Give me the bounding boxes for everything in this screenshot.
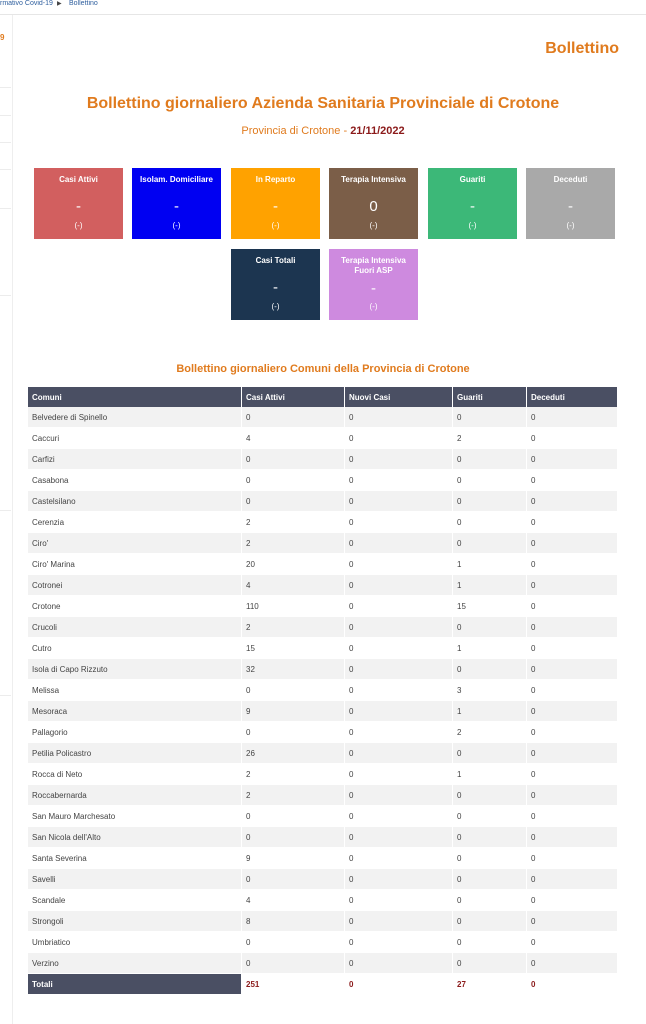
table-row [28,449,618,470]
table-row [28,827,618,848]
totals-guariti: 27 [453,974,527,995]
table-row [28,617,618,638]
table-row [28,869,618,890]
cell-deceduti: 0 [527,596,618,617]
card-value: - [371,280,376,297]
card-value: - [470,198,475,215]
cell-casi-attivi: 4 [242,428,345,449]
table-row [28,428,618,449]
card-title: Guariti [459,175,486,184]
sidebar-divider [0,142,11,143]
cell-comune: Belvedere di Spinello [28,407,242,428]
card-title: Terapia Intensiva [341,175,406,184]
sidebar-edge [0,15,13,1024]
cell-nuovi-casi: 0 [345,680,453,701]
cell-guariti: 0 [453,890,527,911]
cell-deceduti: 0 [527,470,618,491]
card-title: Casi Attivi [59,175,98,184]
header-deceduti: Deceduti [527,387,618,407]
cell-deceduti: 0 [527,659,618,680]
cell-guariti: 1 [453,764,527,785]
cell-guariti: 0 [453,827,527,848]
cell-deceduti: 0 [527,743,618,764]
card-title: Casi Totali [255,256,296,265]
card-deceduti [526,168,615,239]
cell-guariti: 0 [453,659,527,680]
cell-comune: Crotone [28,596,242,617]
card-delta: (-) [271,302,280,311]
cell-nuovi-casi: 0 [345,512,453,533]
cell-casi-attivi: 0 [242,470,345,491]
cell-deceduti: 0 [527,449,618,470]
cell-casi-attivi: 0 [242,407,345,428]
cell-comune: Petilia Policastro [28,743,242,764]
cell-guariti: 0 [453,470,527,491]
cell-deceduti: 0 [527,575,618,596]
card-title: Terapia Intensiva Fuori ASP [341,256,406,275]
cell-nuovi-casi: 0 [345,827,453,848]
cell-casi-attivi: 0 [242,680,345,701]
cell-casi-attivi: 0 [242,722,345,743]
card-title: In Reparto [255,175,296,184]
cell-guariti: 0 [453,449,527,470]
cell-comune: San Mauro Marchesato [28,806,242,827]
cell-nuovi-casi: 0 [345,848,453,869]
cell-nuovi-casi: 0 [345,806,453,827]
breadcrumb-separator-icon: ▶ [57,1,62,7]
cell-deceduti: 0 [527,890,618,911]
totals-nuovi-casi: 0 [345,974,453,995]
table-row [28,848,618,869]
cell-deceduti: 0 [527,953,618,974]
cell-deceduti: 0 [527,932,618,953]
header-casi-attivi: Casi Attivi [242,387,345,407]
cell-nuovi-casi: 0 [345,743,453,764]
card-delta: (-) [566,221,575,230]
cell-guariti: 0 [453,911,527,932]
cell-guariti: 0 [453,533,527,554]
cell-deceduti: 0 [527,407,618,428]
report-subtitle [0,125,646,137]
cell-guariti: 0 [453,932,527,953]
cell-comune: Cerenzia [28,512,242,533]
cell-guariti: 0 [453,848,527,869]
cell-comune: Ciro' Marina [28,554,242,575]
cell-guariti: 0 [453,491,527,512]
cell-comune: Strongoli [28,911,242,932]
card-delta: (-) [74,221,83,230]
sidebar-fragment: 9 [0,33,5,42]
card-value: 0 [369,198,378,215]
totals-label: Totali [28,974,242,995]
card-terapia-intensiva [329,168,418,239]
cell-casi-attivi: 0 [242,827,345,848]
sidebar-divider [0,115,11,116]
cell-nuovi-casi: 0 [345,869,453,890]
cell-comune: Cutro [28,638,242,659]
card-value: - [273,198,278,215]
cell-nuovi-casi: 0 [345,890,453,911]
cell-deceduti: 0 [527,827,618,848]
cell-guariti: 1 [453,575,527,596]
table-row [28,512,618,533]
cell-guariti: 0 [453,869,527,890]
totals-deceduti: 0 [527,974,618,995]
cell-nuovi-casi: 0 [345,449,453,470]
table-row [28,953,618,974]
card-delta: (-) [369,302,378,311]
cell-deceduti: 0 [527,533,618,554]
page-title: Bollettino giornaliero Azienda Sanitaria Provinciale di Crotone [86,95,560,112]
cell-guariti: 0 [453,617,527,638]
cell-comune: Caccuri [28,428,242,449]
card-terapia-intensiva-fuori-asp [329,249,418,320]
card-in-reparto [231,168,320,239]
cell-guariti: 2 [453,428,527,449]
cell-casi-attivi: 2 [242,617,345,638]
cell-casi-attivi: 2 [242,785,345,806]
cell-nuovi-casi: 0 [345,722,453,743]
cell-casi-attivi: 0 [242,449,345,470]
cell-casi-attivi: 0 [242,932,345,953]
table-row [28,722,618,743]
cell-casi-attivi: 20 [242,554,345,575]
cell-comune: Crucoli [28,617,242,638]
card-isolamento-domiciliare [132,168,221,239]
cell-nuovi-casi: 0 [345,659,453,680]
cell-comune: Rocca di Neto [28,764,242,785]
cell-casi-attivi: 0 [242,953,345,974]
cell-nuovi-casi: 0 [345,911,453,932]
card-casi-attivi [34,168,123,239]
table-row [28,575,618,596]
page-heading: Bollettino [545,40,619,57]
cell-deceduti: 0 [527,911,618,932]
cell-deceduti: 0 [527,554,618,575]
card-title: Deceduti [553,175,588,184]
cell-comune: Melissa [28,680,242,701]
cell-guariti: 0 [453,785,527,806]
table-row [28,554,618,575]
table-header-row [28,387,618,407]
sidebar-divider [0,169,11,170]
cell-deceduti: 0 [527,428,618,449]
card-guariti [428,168,517,239]
comuni-table [28,387,618,995]
cell-deceduti: 0 [527,701,618,722]
cell-casi-attivi: 15 [242,638,345,659]
cell-comune: Verzino [28,953,242,974]
card-delta: (-) [369,221,378,230]
cell-nuovi-casi: 0 [345,932,453,953]
cell-guariti: 1 [453,701,527,722]
card-delta: (-) [172,221,181,230]
card-delta: (-) [271,221,280,230]
cell-nuovi-casi: 0 [345,407,453,428]
table-row [28,533,618,554]
sidebar-divider [0,87,11,88]
sidebar-divider [0,208,11,209]
cell-comune: Castelsilano [28,491,242,512]
cell-deceduti: 0 [527,806,618,827]
table-row [28,764,618,785]
cell-casi-attivi: 0 [242,806,345,827]
cell-nuovi-casi: 0 [345,470,453,491]
cell-comune: Ciro' [28,533,242,554]
table-row [28,932,618,953]
cell-guariti: 0 [453,806,527,827]
cell-casi-attivi: 32 [242,659,345,680]
table-row [28,680,618,701]
cell-deceduti: 0 [527,764,618,785]
table-row [28,890,618,911]
card-value: - [273,279,278,296]
cell-casi-attivi: 4 [242,890,345,911]
cell-comune: Mesoraca [28,701,242,722]
cell-deceduti: 0 [527,491,618,512]
table-title: Bollettino giornaliero Comuni della Provincia di Crotone [176,363,470,375]
province-label: Provincia di Crotone - [241,125,351,137]
sidebar-divider [0,295,11,296]
cell-comune: Umbriatico [28,932,242,953]
cell-comune: Savelli [28,869,242,890]
header-nuovi-casi: Nuovi Casi [345,387,453,407]
cell-casi-attivi: 26 [242,743,345,764]
cell-deceduti: 0 [527,869,618,890]
cell-nuovi-casi: 0 [345,596,453,617]
cell-casi-attivi: 2 [242,533,345,554]
card-value: - [568,198,573,215]
cell-guariti: 0 [453,743,527,764]
breadcrumb [0,0,646,15]
cell-casi-attivi: 0 [242,869,345,890]
cell-guariti: 2 [453,722,527,743]
table-row [28,470,618,491]
cell-casi-attivi: 9 [242,701,345,722]
cell-comune: Roccabernarda [28,785,242,806]
header-guariti: Guariti [453,387,527,407]
cell-comune: San Nicola dell'Alto [28,827,242,848]
cell-casi-attivi: 4 [242,575,345,596]
cell-casi-attivi: 2 [242,764,345,785]
cell-nuovi-casi: 0 [345,533,453,554]
cell-deceduti: 0 [527,617,618,638]
card-title: Isolam. Domiciliare [140,175,213,184]
card-delta: (-) [468,221,477,230]
table-row [28,701,618,722]
cell-deceduti: 0 [527,785,618,806]
cell-guariti: 3 [453,680,527,701]
table-row [28,806,618,827]
cell-guariti: 0 [453,512,527,533]
cell-comune: Casabona [28,470,242,491]
cell-nuovi-casi: 0 [345,617,453,638]
cell-deceduti: 0 [527,512,618,533]
sidebar-divider [0,510,11,511]
sidebar-divider [0,695,11,696]
cell-comune: Scandale [28,890,242,911]
cell-comune: Carfizi [28,449,242,470]
cell-deceduti: 0 [527,848,618,869]
card-casi-totali [231,249,320,320]
cell-nuovi-casi: 0 [345,554,453,575]
cell-nuovi-casi: 0 [345,491,453,512]
table-row [28,743,618,764]
cell-comune: Cotronei [28,575,242,596]
cell-deceduti: 0 [527,638,618,659]
header-comuni: Comuni [28,387,242,407]
cell-deceduti: 0 [527,680,618,701]
table-row [28,659,618,680]
table-row [28,407,618,428]
breadcrumb-current-link[interactable]: Bollettino [69,0,98,7]
cell-comune: Isola di Capo Rizzuto [28,659,242,680]
cell-comune: Santa Severina [28,848,242,869]
cell-casi-attivi: 2 [242,512,345,533]
cell-nuovi-casi: 0 [345,785,453,806]
cell-nuovi-casi: 0 [345,701,453,722]
cell-nuovi-casi: 0 [345,953,453,974]
table-row [28,785,618,806]
cell-casi-attivi: 0 [242,491,345,512]
cell-casi-attivi: 9 [242,848,345,869]
cell-casi-attivi: 8 [242,911,345,932]
cell-guariti: 0 [453,953,527,974]
cell-guariti: 0 [453,407,527,428]
totals-casi-attivi: 251 [242,974,345,995]
card-value: - [76,198,81,215]
cell-nuovi-casi: 0 [345,764,453,785]
cell-casi-attivi: 110 [242,596,345,617]
cell-deceduti: 0 [527,722,618,743]
table-row [28,491,618,512]
table-row [28,911,618,932]
table-row [28,596,618,617]
table-row [28,638,618,659]
card-value: - [174,198,179,215]
cell-nuovi-casi: 0 [345,428,453,449]
table-totals-row [28,974,618,995]
breadcrumb-parent-link[interactable]: rmativo Covid-19 [0,0,53,7]
cell-nuovi-casi: 0 [345,575,453,596]
report-date: 21/11/2022 [350,125,405,137]
cell-comune: Pallagorio [28,722,242,743]
cell-guariti: 15 [453,596,527,617]
cell-nuovi-casi: 0 [345,638,453,659]
cell-guariti: 1 [453,554,527,575]
cell-guariti: 1 [453,638,527,659]
